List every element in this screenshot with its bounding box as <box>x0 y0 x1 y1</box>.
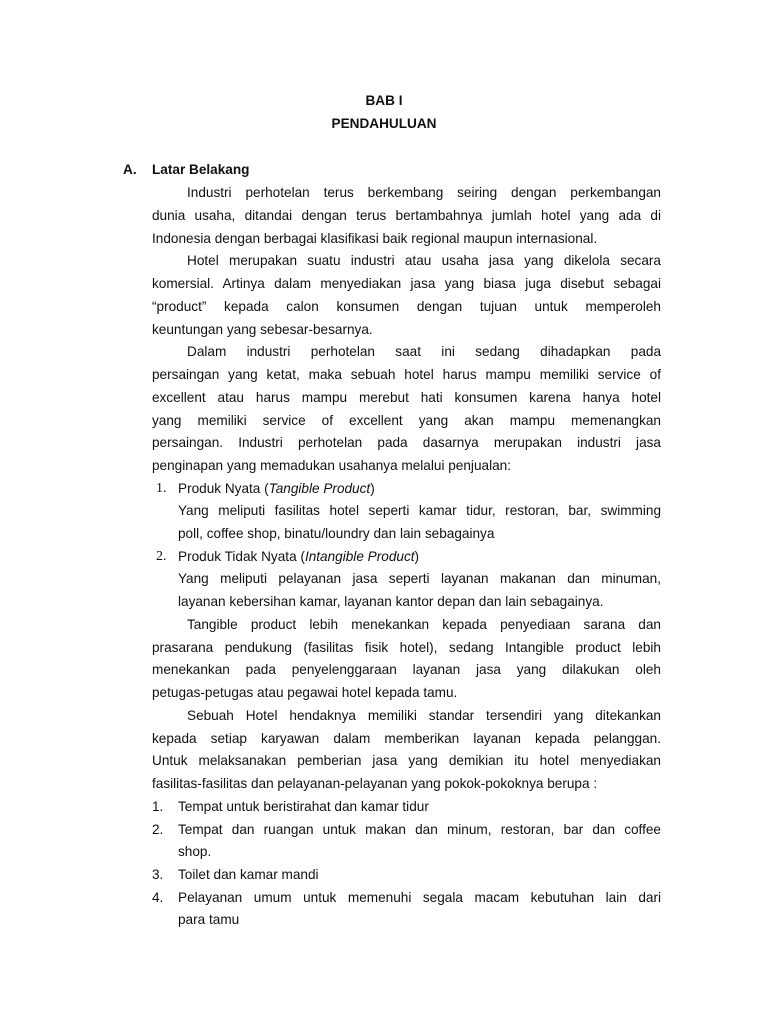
section-title: Latar Belakang <box>152 162 250 177</box>
para5-line: kepada setiap karyawan dalam memberikan layanan kepada pelanggan. <box>152 731 661 746</box>
para3-line: excellent atau harus mampu merebut hati konsumen karena hanya hotel <box>152 390 661 405</box>
para4-line: petugas-petugas atau pegawai hotel kepada tamu. <box>152 685 458 700</box>
para3-line: persaingan. Industri perhotelan pada dasarnya merupakan industri jasa <box>152 435 661 450</box>
para5-line: Untuk melaksanakan pemberian jasa yang demikian itu hotel menyediakan <box>152 753 661 768</box>
product-desc-line: poll, coffee shop, binatu/loundry dan lain sebagainya <box>178 526 495 541</box>
product-desc-line: layanan kebersihan kamar, layanan kantor depan dan lain sebagainya. <box>178 594 604 609</box>
para5-line: Sebuah Hotel hendaknya memiliki standar tersendiri yang ditekankan <box>187 708 661 723</box>
product-desc-line: Yang meliputi pelayanan jasa seperti layanan makanan dan minuman, <box>178 571 661 586</box>
product-number: 1. <box>156 481 167 496</box>
para2-line: “product” kepada calon konsumen dengan tujuan untuk memperoleh <box>152 299 661 314</box>
chapter-title: PENDAHULUAN <box>331 116 437 131</box>
chapter-label: BAB I <box>365 93 403 108</box>
facility-line: Pelayanan umum untuk memenuhi segala macam kebutuhan lain dari <box>178 890 661 905</box>
facility-line: Tempat dan ruangan untuk makan dan minum, restoran, bar dan coffee <box>178 822 661 837</box>
facility-number: 1. <box>152 799 164 814</box>
product-title: Produk Nyata (Tangible Product) <box>178 481 375 496</box>
facility-line: para tamu <box>178 912 240 927</box>
para1-line: Indonesia dengan berbagai klasifikasi baik regional maupun internasional. <box>152 231 598 246</box>
para1-line: dunia usaha, ditandai dengan terus bertambahnya jumlah hotel yang ada di <box>152 208 661 223</box>
para2-line: komersial. Artinya dalam menyediakan jasa yang biasa juga disebut sebagai <box>152 276 661 291</box>
para3-line: penginapan yang memadukan usahanya melalui penjualan: <box>152 458 511 473</box>
para5-line: fasilitas-fasilitas dan pelayanan-pelayanan yang pokok-pokoknya berupa : <box>152 776 598 791</box>
para3-line: Dalam industri perhotelan saat ini sedang dihadapkan pada <box>187 344 661 359</box>
para1-line: Industri perhotelan terus berkembang seiring dengan perkembangan <box>187 185 661 200</box>
product-number: 2. <box>156 549 167 564</box>
facility-number: 2. <box>152 822 164 837</box>
para4-line: Tangible product lebih menekankan kepada penyediaan sarana dan <box>187 617 661 632</box>
facility-number: 3. <box>152 867 164 882</box>
para4-line: menekankan pada penyelenggaraan layanan jasa yang dilakukan oleh <box>152 662 661 677</box>
para2-line: Hotel merupakan suatu industri atau usaha jasa yang dikelola secara <box>187 253 661 268</box>
facility-number: 4. <box>152 890 164 905</box>
para3-line: yang memiliki service of excellent yang akan mampu memenangkan <box>152 413 661 428</box>
section-label: A. <box>123 162 137 177</box>
para4-line: prasarana pendukung (fasilitas fisik hotel), sedang Intangible product lebih <box>152 640 661 655</box>
product-title: Produk Tidak Nyata (Intangible Product) <box>178 549 420 564</box>
para3-line: persaingan yang ketat, maka sebuah hotel harus mampu memiliki service of <box>152 367 661 382</box>
product-desc-line: Yang meliputi fasilitas hotel seperti kamar tidur, restoran, bar, swimming <box>178 503 661 518</box>
facility-line: Tempat untuk beristirahat dan kamar tidur <box>178 799 429 814</box>
facility-line: shop. <box>178 844 212 859</box>
facility-line: Toilet dan kamar mandi <box>178 867 319 882</box>
para2-line: keuntungan yang sebesar-besarnya. <box>152 322 373 337</box>
